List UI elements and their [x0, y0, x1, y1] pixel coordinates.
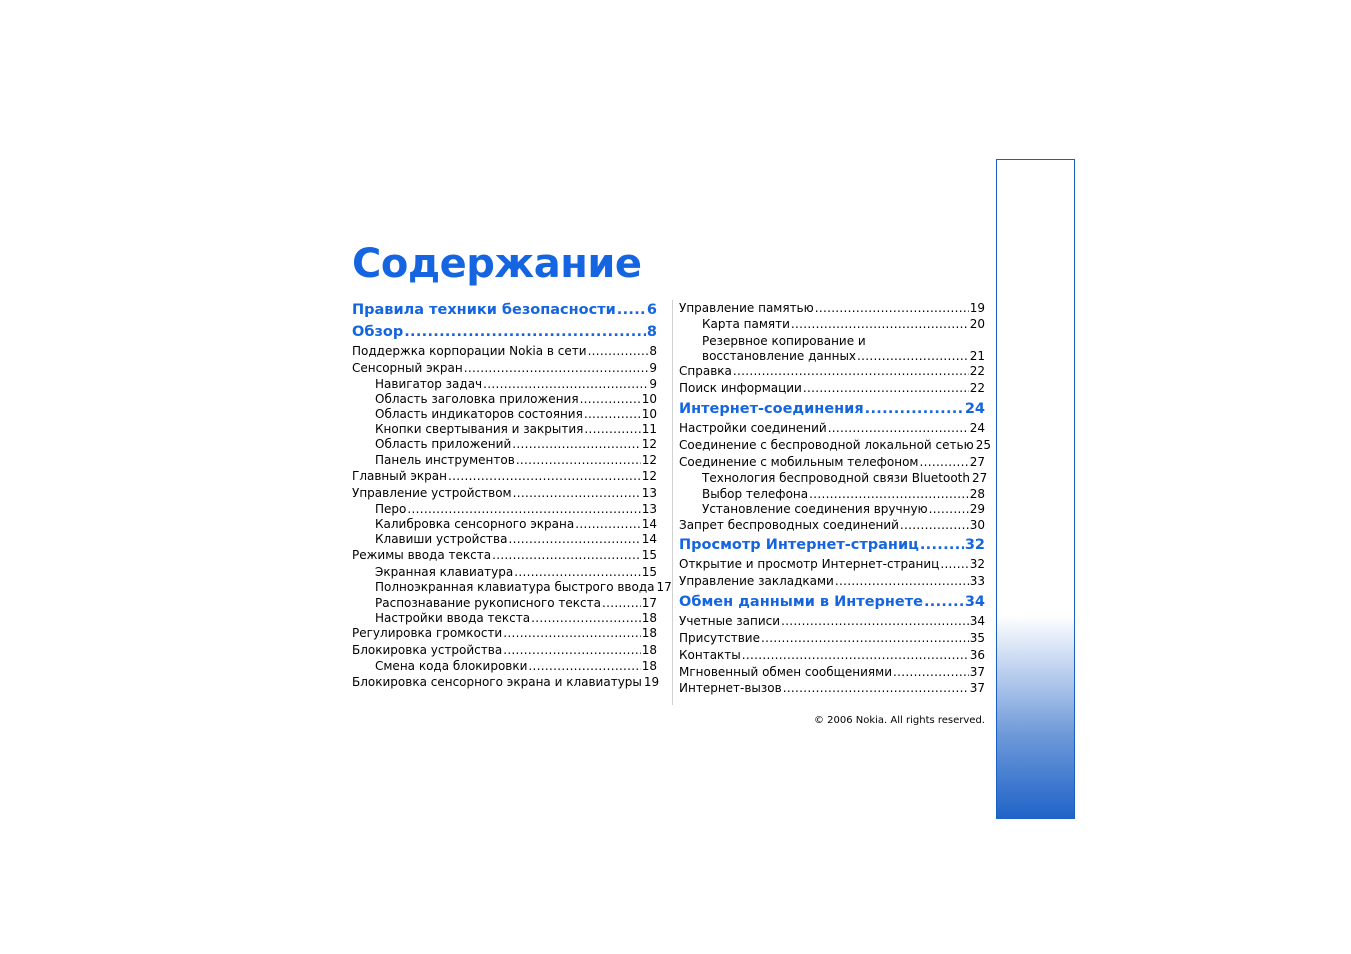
toc-entry-page: 13 [641, 486, 657, 500]
toc-leader-dots [575, 517, 640, 532]
toc-entry-page: 22 [969, 381, 985, 395]
toc-entry[interactable] [679, 665, 985, 680]
toc-entry-page: 20 [969, 317, 985, 331]
toc-entry-label: Распознавание рукописного текста [375, 596, 601, 610]
toc-subentry[interactable] [375, 517, 657, 532]
toc-subentry[interactable] [375, 437, 657, 452]
toc-leader-dots [929, 502, 969, 517]
toc-entry-page: 12 [641, 453, 657, 467]
toc-entry-page: 14 [641, 532, 657, 546]
toc-entry-page: 10 [641, 392, 657, 406]
toc-entry-label: Настройки соединений [679, 421, 827, 435]
toc-entry-page: 18 [641, 659, 657, 673]
toc-leader-dots [733, 364, 969, 379]
toc-leader-dots [809, 487, 969, 502]
toc-entry-page: 9 [649, 361, 657, 375]
toc-subentry[interactable] [375, 377, 657, 392]
toc-entry-page: 19 [643, 675, 660, 689]
toc-entry[interactable] [679, 364, 985, 379]
toc-entry-page: 24 [969, 421, 985, 435]
toc-entry-page: 37 [969, 681, 985, 695]
toc-leader-dots [924, 593, 964, 612]
toc-entry-page: 35 [969, 631, 985, 645]
toc-entry-label: Управление закладками [679, 574, 834, 588]
toc-leader-dots [407, 502, 640, 517]
toc-entry-page: 28 [969, 487, 985, 501]
toc-entry-page: 22 [969, 364, 985, 378]
toc-entry[interactable] [679, 518, 985, 533]
toc-entry-page: 19 [969, 301, 985, 315]
toc-entry-label: Контакты [679, 648, 741, 662]
toc-entry-label: Кнопки свертывания и закрытия [375, 422, 584, 436]
toc-entry-label: Главный экран [352, 469, 447, 483]
toc-entry[interactable] [679, 574, 985, 589]
toc-entry-page: 9 [649, 377, 657, 391]
toc-entry[interactable] [679, 681, 985, 696]
toc-entry-page: 8 [649, 344, 657, 358]
toc-entry[interactable] [352, 344, 657, 359]
toc-entry-label: Полноэкранная клавиатура быстрого ввода [375, 580, 655, 594]
toc-leader-dots [464, 361, 649, 376]
toc-subentry[interactable] [375, 565, 657, 580]
toc-entry-label: Мгновенный обмен сообщениями [679, 665, 892, 679]
toc-section-heading[interactable] [679, 593, 985, 612]
toc-entry[interactable] [352, 675, 660, 690]
toc-leader-dots [602, 596, 641, 611]
toc-entry[interactable] [679, 455, 985, 470]
toc-entry-page: 12 [641, 469, 657, 483]
toc-entry-page: 34 [969, 614, 985, 628]
toc-subentry[interactable] [375, 407, 657, 422]
toc-leader-dots [512, 437, 640, 452]
toc-leader-dots [761, 631, 969, 646]
toc-entry-page: 11 [641, 422, 657, 436]
toc-section-heading[interactable] [679, 400, 985, 419]
toc-entry-label: Управление устройством [352, 486, 512, 500]
toc-subentry[interactable] [375, 502, 657, 517]
toc-subentry[interactable] [702, 471, 988, 486]
toc-leader-dots [483, 377, 648, 392]
toc-entry[interactable] [679, 421, 985, 436]
toc-entry-label: Просмотр Интернет-страниц [679, 537, 919, 553]
toc-entry-page: 33 [969, 574, 985, 588]
toc-leader-dots [503, 643, 641, 658]
toc-subentry[interactable] [702, 502, 985, 517]
toc-entry-page: 21 [969, 349, 985, 363]
toc-entry-page: 10 [641, 407, 657, 421]
toc-entry-page: 27 [971, 471, 988, 485]
toc-entry[interactable] [352, 361, 657, 376]
toc-entry-label: Интернет-вызов [679, 681, 782, 695]
toc-entry-label: Открытие и просмотр Интернет-страниц [679, 557, 940, 571]
toc-entry-label: Присутствие [679, 631, 760, 645]
toc-leader-dots [580, 392, 641, 407]
toc-leader-dots [835, 574, 969, 589]
toc-entry-label: Установление соединения вручную [702, 502, 928, 516]
toc-leader-dots [815, 301, 969, 316]
toc-entry-page: 13 [641, 502, 657, 516]
toc-entry-page: 8 [646, 324, 657, 340]
toc-leader-dots [919, 455, 968, 470]
toc-leader-dots [584, 422, 640, 437]
toc-entry[interactable] [679, 557, 985, 572]
toc-leader-dots [516, 453, 641, 468]
toc-entry-label: Настройки ввода текста [375, 611, 531, 625]
toc-subentry[interactable] [375, 596, 657, 611]
toc-leader-dots [503, 626, 640, 641]
toc-leader-dots [404, 323, 646, 342]
toc-entry-page: 18 [641, 643, 657, 657]
toc-entry-label: Учетные записи [679, 614, 781, 628]
toc-leader-dots [920, 536, 964, 555]
toc-entry-label: Поддержка корпорации Nokia в сети [352, 344, 587, 358]
toc-entry[interactable] [702, 334, 985, 364]
toc-entry-page: 18 [641, 611, 657, 625]
page-title: Содержание [352, 241, 642, 287]
toc-entry-page: 17 [641, 596, 657, 610]
toc-subentry[interactable] [375, 659, 657, 674]
toc-leader-dots [828, 421, 969, 436]
toc-entry[interactable] [679, 438, 991, 453]
toc-leader-dots [508, 532, 640, 547]
toc-entry-label: Экранная клавиатура [375, 565, 514, 579]
toc-entry-page: 25 [975, 438, 991, 452]
toc-entry-label: Справка [679, 364, 732, 378]
toc-entry-label: Клавиши устройства [375, 532, 508, 546]
toc-subentry[interactable] [375, 580, 672, 595]
toc-leader-dots [893, 665, 969, 680]
toc-entry-label: Перо [375, 502, 407, 516]
toc-entry-label: Смена кода блокировки [375, 659, 528, 673]
toc-leader-dots [588, 344, 649, 359]
toc-entry[interactable] [352, 643, 657, 658]
toc-entry-label: Панель инструментов [375, 453, 515, 467]
toc-entry-page: 36 [969, 648, 985, 662]
toc-leader-dots [513, 486, 641, 501]
toc-entry-label: Калибровка сенсорного экрана [375, 517, 575, 531]
toc-entry[interactable] [352, 486, 657, 501]
toc-entry[interactable] [679, 631, 985, 646]
toc-leader-dots [531, 611, 641, 626]
toc-subentry[interactable] [375, 453, 657, 468]
toc-entry-page: 15 [641, 548, 657, 562]
toc-subentry[interactable] [702, 487, 985, 502]
toc-entry-line [702, 349, 985, 364]
toc-entry-label: Сенсорный экран [352, 361, 463, 375]
toc-section-heading[interactable] [352, 323, 657, 342]
toc-entry-label: Блокировка устройства [352, 643, 503, 657]
toc-leader-dots [617, 301, 646, 320]
toc-leader-dots [900, 518, 969, 533]
toc-entry-label-cont: восстановление данных [702, 349, 857, 363]
toc-leader-dots [448, 469, 641, 484]
toc-entry-label: Регулировка громкости [352, 626, 503, 640]
toc-entry-label: Область индикаторов состояния [375, 407, 583, 421]
toc-subentry[interactable] [375, 532, 657, 547]
toc-leader-dots [528, 659, 640, 674]
toc-leader-dots [803, 381, 969, 396]
toc-entry-label: Обмен данными в Интернете [679, 594, 923, 610]
toc-leader-dots [940, 557, 968, 572]
toc-entry[interactable] [352, 548, 657, 563]
toc-subentry[interactable] [375, 422, 657, 437]
toc-entry-page: 18 [641, 626, 657, 640]
toc-section-heading[interactable] [352, 301, 657, 320]
toc-entry[interactable] [679, 614, 985, 629]
toc-entry-label: Обзор [352, 324, 404, 340]
side-tab-decoration [996, 159, 1075, 819]
toc-subentry[interactable] [702, 317, 985, 332]
toc-entry-label: Соединение с беспроводной локальной сетью [679, 438, 974, 452]
toc-leader-dots [514, 565, 640, 580]
toc-entry[interactable] [679, 381, 985, 396]
toc-entry-label: Резервное копирование и [702, 334, 866, 348]
toc-section-heading[interactable] [679, 536, 985, 555]
copyright-notice: © 2006 Nokia. All rights reserved. [813, 715, 985, 726]
toc-leader-dots [584, 407, 641, 422]
toc-entry-label: Карта памяти [702, 317, 790, 331]
toc-entry[interactable] [679, 301, 985, 316]
toc-entry-label: Поиск информации [679, 381, 802, 395]
toc-subentry[interactable] [375, 392, 657, 407]
toc-entry[interactable] [679, 648, 985, 663]
toc-entry-page: 15 [641, 565, 657, 579]
toc-leader-dots [783, 681, 969, 696]
toc-leader-dots [742, 648, 969, 663]
toc-leader-dots [791, 317, 969, 332]
toc-entry-label: Выбор телефона [702, 487, 809, 501]
toc-entry-page: 24 [964, 401, 985, 417]
toc-entry-label: Область приложений [375, 437, 512, 451]
toc-entry-page: 32 [969, 557, 985, 571]
toc-entry[interactable] [352, 626, 657, 641]
toc-entry-label: Управление памятью [679, 301, 814, 315]
toc-entry-label: Запрет беспроводных соединений [679, 518, 899, 532]
toc-entry-page: 12 [641, 437, 657, 451]
toc-entry-page: 34 [964, 594, 985, 610]
toc-leader-dots [865, 400, 964, 419]
toc-entry[interactable] [352, 469, 657, 484]
toc-entry-page: 6 [646, 302, 657, 318]
toc-entry-label: Навигатор задач [375, 377, 483, 391]
toc-entry-page: 37 [969, 665, 985, 679]
toc-entry-page: 17 [656, 580, 672, 594]
toc-leader-dots [781, 614, 969, 629]
toc-entry-label: Интернет-соединения [679, 401, 864, 417]
toc-entry-label: Режимы ввода текста [352, 548, 492, 562]
toc-leader-dots [857, 349, 969, 364]
toc-entry-page: 14 [641, 517, 657, 531]
toc-entry-label: Область заголовка приложения [375, 392, 579, 406]
toc-subentry[interactable] [375, 611, 657, 626]
toc-entry-page: 27 [969, 455, 985, 469]
toc-leader-dots [492, 548, 641, 563]
toc-entry-page: 29 [969, 502, 985, 516]
toc-entry-label: Технология беспроводной связи Bluetooth [702, 471, 970, 485]
toc-entry-label: Соединение с мобильным телефоном [679, 455, 919, 469]
toc-entry-label: Блокировка сенсорного экрана и клавиатуры [352, 675, 642, 689]
column-divider [672, 300, 673, 705]
toc-entry-page: 32 [964, 537, 985, 553]
toc-entry-page: 30 [969, 518, 985, 532]
toc-entry-label: Правила техники безопасности [352, 302, 616, 318]
